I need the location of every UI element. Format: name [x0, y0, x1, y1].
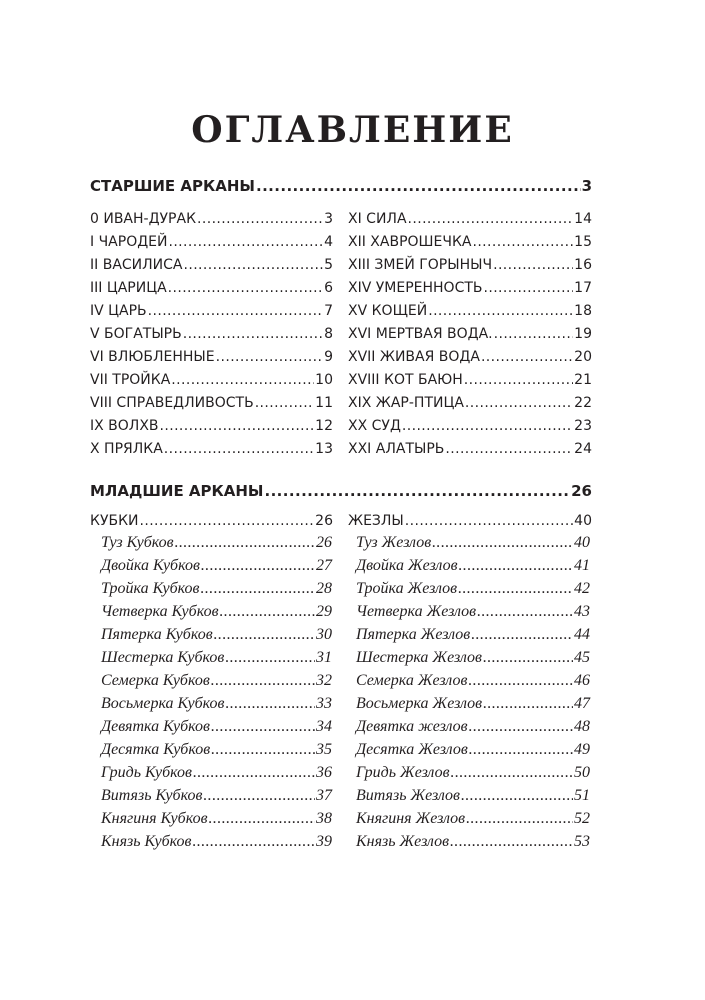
toc-label: Шестерка Жезлов — [356, 649, 482, 666]
toc-page: 28 — [316, 580, 332, 597]
toc-leader — [432, 533, 573, 553]
toc-entry[interactable] — [101, 717, 332, 737]
toc-page: 9 — [324, 349, 333, 365]
toc-leader — [255, 393, 314, 413]
toc-label: IV ЦАРЬ — [90, 303, 147, 319]
toc-leader — [225, 648, 315, 668]
toc-label: Девятка жезлов — [356, 718, 468, 735]
toc-leader — [171, 370, 314, 390]
toc-label: Шестерка Кубков — [101, 649, 225, 666]
toc-leader — [472, 232, 573, 252]
toc-label: Княгиня Жезлов — [356, 810, 466, 827]
toc-page: 5 — [324, 257, 333, 273]
toc-leader — [483, 694, 573, 714]
toc-page: 51 — [574, 787, 590, 804]
toc-leader — [484, 278, 574, 298]
toc-leader — [264, 481, 570, 501]
toc-page: 33 — [316, 695, 332, 712]
toc-leader — [148, 301, 323, 321]
toc-entry[interactable] — [348, 255, 592, 275]
toc-label: Девятка Кубков — [101, 718, 210, 735]
toc-entry[interactable] — [348, 439, 592, 459]
toc-page: 13 — [315, 441, 333, 457]
toc-page: 40 — [574, 513, 592, 529]
toc-label: 0 ИВАН-ДУРАК — [90, 211, 197, 227]
toc-label: Князь Кубков — [101, 833, 192, 850]
toc-entry[interactable] — [90, 393, 333, 413]
toc-label: IX ВОЛХВ — [90, 418, 159, 434]
toc-leader — [203, 786, 315, 806]
toc-label: V БОГАТЫРЬ — [90, 326, 182, 342]
toc-entry[interactable] — [101, 625, 332, 645]
toc-entry[interactable] — [348, 370, 592, 390]
toc-entry[interactable] — [356, 786, 590, 806]
toc-entry[interactable] — [90, 232, 333, 252]
toc-leader — [256, 176, 581, 196]
toc-entry[interactable] — [101, 786, 332, 806]
toc-leader — [494, 324, 574, 344]
toc-entry[interactable] — [348, 347, 592, 367]
toc-leader — [408, 209, 574, 229]
toc-entry[interactable] — [356, 717, 590, 737]
toc-label: Гридь Жезлов — [356, 764, 450, 781]
toc-entry[interactable] — [356, 763, 590, 783]
toc-page: 7 — [324, 303, 333, 319]
toc-suit-wands[interactable] — [348, 511, 592, 531]
toc-label: Туз Жезлов — [356, 534, 432, 551]
toc-entry[interactable] — [90, 324, 333, 344]
toc-leader — [193, 763, 315, 783]
toc-page: 26 — [571, 482, 592, 500]
toc-leader — [201, 556, 315, 576]
toc-page: 22 — [574, 395, 592, 411]
toc-label: Восьмерка Кубков — [101, 695, 225, 712]
toc-page: 46 — [574, 672, 590, 689]
toc-entry[interactable] — [90, 209, 333, 229]
toc-leader — [451, 763, 573, 783]
toc-entry[interactable] — [356, 648, 590, 668]
toc-leader — [471, 625, 573, 645]
toc-page: 47 — [574, 695, 590, 712]
toc-leader — [464, 370, 573, 390]
toc-leader — [211, 717, 315, 737]
toc-leader — [450, 832, 573, 852]
toc-page: 16 — [574, 257, 592, 273]
toc-label: Четверка Кубков — [101, 603, 219, 620]
toc-leader — [192, 832, 315, 852]
toc-section-minor[interactable] — [90, 481, 592, 501]
toc-label: XVII ЖИВАЯ ВОДА — [348, 349, 480, 365]
toc-page: 45 — [574, 649, 590, 666]
toc-entry[interactable] — [356, 625, 590, 645]
toc-label: Гридь Кубков — [101, 764, 192, 781]
toc-label: Десятка Кубков — [101, 741, 211, 758]
toc-label: XI СИЛА — [348, 211, 407, 227]
toc-label: XIV УМЕРЕННОСТЬ — [348, 280, 483, 296]
toc-label: X ПРЯЛКА — [90, 441, 163, 457]
toc-entry[interactable] — [356, 740, 590, 760]
toc-leader — [481, 347, 573, 367]
toc-leader — [183, 324, 323, 344]
toc-page: 30 — [316, 626, 332, 643]
toc-label: XVI МЕРТВАЯ ВОДА. — [348, 326, 493, 342]
toc-page: 48 — [574, 718, 590, 735]
toc-entry[interactable] — [101, 533, 332, 553]
toc-label: III ЦАРИЦА — [90, 280, 167, 296]
toc-suit-cups[interactable] — [90, 511, 333, 531]
toc-page: 35 — [316, 741, 332, 758]
toc-leader — [209, 809, 315, 829]
toc-entry[interactable] — [90, 278, 333, 298]
toc-page: 44 — [574, 626, 590, 643]
toc-entry[interactable] — [90, 301, 333, 321]
toc-leader — [477, 602, 573, 622]
toc-label: Княгиня Кубков — [101, 810, 208, 827]
toc-leader — [461, 786, 573, 806]
toc-leader — [469, 740, 573, 760]
toc-page: 34 — [316, 718, 332, 735]
toc-leader — [468, 671, 573, 691]
toc-leader — [164, 439, 314, 459]
toc-entry[interactable] — [348, 278, 592, 298]
toc-page: 15 — [574, 234, 592, 250]
toc-page: 21 — [574, 372, 592, 388]
toc-leader — [405, 511, 573, 531]
toc-leader — [220, 602, 315, 622]
toc-label: Туз Кубков — [101, 534, 174, 551]
toc-label: XV КОЩЕЙ — [348, 303, 428, 319]
toc-entry[interactable] — [356, 602, 590, 622]
toc-label: Пятерка Жезлов — [356, 626, 471, 643]
toc-leader — [197, 209, 323, 229]
toc-page: 42 — [574, 580, 590, 597]
toc-entry[interactable] — [90, 347, 333, 367]
toc-entry[interactable] — [348, 324, 592, 344]
toc-page: 23 — [574, 418, 592, 434]
toc-page: 3 — [581, 177, 592, 195]
toc-leader — [211, 671, 315, 691]
toc-leader — [225, 694, 315, 714]
toc-label: Витязь Жезлов — [356, 787, 460, 804]
toc-leader — [483, 648, 573, 668]
toc-leader — [201, 579, 316, 599]
toc-label: Десятка Жезлов — [356, 741, 468, 758]
toc-entry[interactable] — [348, 416, 592, 436]
toc-label: VI ВЛЮБЛЕННЫЕ — [90, 349, 215, 365]
toc-page: 53 — [574, 833, 590, 850]
toc-leader — [216, 347, 323, 367]
toc-leader — [493, 255, 573, 275]
toc-leader — [465, 393, 573, 413]
toc-entry[interactable] — [101, 671, 332, 691]
toc-page: 38 — [316, 810, 332, 827]
toc-entry[interactable] — [356, 832, 590, 852]
toc-leader — [466, 809, 573, 829]
toc-page: 49 — [574, 741, 590, 758]
toc-page: 24 — [574, 441, 592, 457]
toc-label: Восьмерка Жезлов — [356, 695, 483, 712]
toc-label: МЛАДШИЕ АРКАНЫ — [90, 482, 264, 500]
toc-entry[interactable] — [101, 556, 332, 576]
toc-leader — [402, 416, 573, 436]
toc-label: ЖЕЗЛЫ — [348, 513, 404, 529]
toc-entry[interactable] — [101, 602, 332, 622]
toc-leader — [184, 255, 324, 275]
toc-entry[interactable] — [90, 439, 333, 459]
toc-leader — [168, 232, 323, 252]
toc-leader — [214, 625, 315, 645]
toc-page: 12 — [315, 418, 333, 434]
toc-page: 18 — [574, 303, 592, 319]
toc-label: XVIII КОТ БАЮН — [348, 372, 463, 388]
toc-entry[interactable] — [90, 416, 333, 436]
toc-entry[interactable] — [356, 671, 590, 691]
toc-leader — [175, 533, 315, 553]
toc-entry[interactable] — [101, 740, 332, 760]
toc-section-major[interactable] — [90, 176, 592, 196]
toc-entry[interactable] — [101, 694, 332, 714]
toc-entry[interactable] — [356, 809, 590, 829]
toc-page: 10 — [315, 372, 333, 388]
toc-page: 31 — [316, 649, 332, 666]
toc-label: Князь Жезлов — [356, 833, 450, 850]
toc-page: 26 — [315, 513, 333, 529]
toc-page: 32 — [316, 672, 332, 689]
toc-entry[interactable] — [90, 370, 333, 390]
toc-page: 20 — [574, 349, 592, 365]
toc-label: XII ХАВРОШЕЧКА — [348, 234, 472, 250]
toc-page: 8 — [324, 326, 333, 342]
toc-label: VII ТРОЙКА — [90, 372, 171, 388]
toc-label: КУБКИ — [90, 513, 139, 529]
toc-label: XIX ЖАР-ПТИЦА — [348, 395, 464, 411]
toc-entry[interactable] — [356, 579, 590, 599]
toc-page: 40 — [574, 534, 590, 551]
toc-page: 52 — [574, 810, 590, 827]
toc-label: II ВАСИЛИСА — [90, 257, 183, 273]
toc-page: 43 — [574, 603, 590, 620]
toc-label: XXI АЛАТЫРЬ — [348, 441, 445, 457]
toc-page: 27 — [316, 557, 332, 574]
toc-page: 19 — [574, 326, 592, 342]
toc-entry[interactable] — [356, 533, 590, 553]
toc-entry[interactable] — [101, 579, 332, 599]
toc-leader — [459, 556, 573, 576]
toc-page: 6 — [324, 280, 333, 296]
toc-label: XX СУД — [348, 418, 401, 434]
toc-leader — [469, 717, 573, 737]
toc-entry[interactable] — [348, 393, 592, 413]
toc-label: Четверка Жезлов — [356, 603, 477, 620]
toc-leader — [140, 511, 315, 531]
toc-entry[interactable] — [101, 763, 332, 783]
toc-page: 17 — [574, 280, 592, 296]
toc-entry[interactable] — [101, 648, 332, 668]
toc-page: 37 — [316, 787, 332, 804]
toc-entry[interactable] — [356, 556, 590, 576]
toc-leader — [445, 439, 573, 459]
toc-entry[interactable] — [348, 209, 592, 229]
toc-leader — [168, 278, 323, 298]
toc-page: 29 — [316, 603, 332, 620]
toc-page: 36 — [316, 764, 332, 781]
toc-label: Пятерка Кубков — [101, 626, 213, 643]
toc-label: Двойка Кубков — [101, 557, 200, 574]
toc-page: 50 — [574, 764, 590, 781]
toc-label: Семерка Кубков — [101, 672, 210, 689]
toc-label: I ЧАРОДЕЙ — [90, 234, 168, 250]
toc-entry[interactable] — [101, 809, 332, 829]
toc-entry[interactable] — [101, 832, 332, 852]
toc-label: XIII ЗМЕЙ ГОРЫНЫЧ — [348, 257, 493, 273]
toc-label: СТАРШИЕ АРКАНЫ — [90, 177, 255, 195]
toc-leader — [428, 301, 573, 321]
toc-page: 4 — [324, 234, 333, 250]
toc-label: Семерка Жезлов — [356, 672, 468, 689]
toc-entry[interactable] — [348, 232, 592, 252]
page-title: ОГЛАВЛЕНИЕ — [191, 109, 514, 151]
toc-leader — [211, 740, 315, 760]
toc-leader — [458, 579, 573, 599]
toc-label: Тройка Кубков — [101, 580, 200, 597]
toc-entry[interactable] — [356, 694, 590, 714]
toc-page: 39 — [316, 833, 332, 850]
toc-label: Тройка Жезлов — [356, 580, 458, 597]
toc-entry[interactable] — [90, 255, 333, 275]
toc-page: 41 — [574, 557, 590, 574]
toc-page: 3 — [324, 211, 333, 227]
toc-page: 26 — [316, 534, 332, 551]
toc-label: Витязь Кубков — [101, 787, 203, 804]
toc-page: 11 — [315, 395, 333, 411]
toc-page: 14 — [574, 211, 592, 227]
toc-label: Двойка Жезлов — [356, 557, 458, 574]
toc-entry[interactable] — [348, 301, 592, 321]
toc-label: VIII СПРАВЕДЛИВОСТЬ — [90, 395, 254, 411]
toc-leader — [160, 416, 315, 436]
